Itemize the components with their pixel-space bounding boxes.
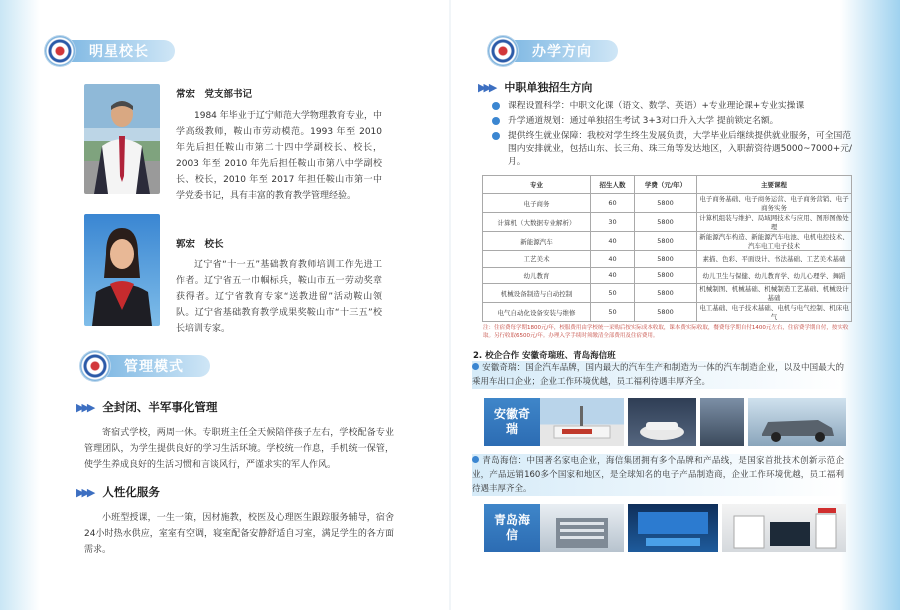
mgmt-text-2: 小班型授课，一生一策，因材施教，校医及心理医生跟踪服务辅导，宿舍24小时热水供应，室室有空调，寝室配备安静舒适自习室，满足学生的各方面需求。 xyxy=(84,513,394,555)
factory-icon xyxy=(540,398,624,446)
table-cell: 机械设备制造与自动控制 xyxy=(483,284,591,303)
table-cell: 5800 xyxy=(635,267,697,284)
page-fold xyxy=(449,0,451,610)
table-cell: 新能源汽车 xyxy=(483,232,591,251)
bullet-dot-icon xyxy=(492,102,500,110)
target-icon xyxy=(45,36,75,66)
table-row xyxy=(483,267,852,284)
table-cell: 新能源汽车构造、新能源汽车电池、电机电控技术、汽车电工电子技术 xyxy=(697,232,852,251)
coop-chery-label xyxy=(484,398,540,446)
mgmt-heading-2 xyxy=(76,484,160,500)
table-header-cell: 专业 xyxy=(483,176,591,194)
suv-icon xyxy=(748,398,846,446)
direction-section-header xyxy=(488,36,618,66)
bullet-item xyxy=(492,115,852,128)
table-row xyxy=(483,251,852,268)
table-cell: 幼儿卫生与保健、幼儿教育学、幼儿心理学、舞蹈 xyxy=(697,267,852,284)
coop-hisense-label-text: 青岛海信 xyxy=(493,513,530,542)
exhibition-icon xyxy=(628,504,718,552)
principal-section-header xyxy=(45,36,175,66)
table-row xyxy=(483,284,852,303)
bullet-text: 提供终生就业保障：我校对学生终生发展负责，大学毕业后继续提供就业服务，可全国范围内安排就业，包括山东、长三角、珠三角等发达地区，入职薪资待遇5000~7000+元/月。 xyxy=(508,131,852,167)
chery-worker-image xyxy=(700,398,744,446)
table-cell: 电气自动化设备安装与维修 xyxy=(483,303,591,322)
table-cell: 5800 xyxy=(635,194,697,213)
bullet-item xyxy=(492,100,852,113)
triple-chevron-icon: ▶▶▶ xyxy=(76,400,93,414)
table-cell: 电工基础、电子技术基础、电机与电气控制、机床电气 xyxy=(697,303,852,322)
appliance-icon xyxy=(722,504,846,552)
coop-chery-text xyxy=(472,361,844,389)
hisense-exhibit-image xyxy=(628,504,718,552)
management-section-header xyxy=(80,351,210,381)
person-1-name: 常宏 党支部书记 xyxy=(176,89,253,100)
table-cell: 工艺美术 xyxy=(483,251,591,268)
table-cell: 5800 xyxy=(635,284,697,303)
mgmt-heading-1-text: 全封闭、半军事化管理 xyxy=(102,400,218,414)
fee-note: 注：住宿费每学期1800元/年，校服费用由学校统一采购后按实际成本收取，课本费实际收取，餐费每学期自付1400元左右，住宿费学期自付，按实收取。另行收取6500元/年。办理入学手续时须缴清全部费用及住宿费用。 xyxy=(483,325,849,339)
chery-factory-image xyxy=(540,398,624,446)
coop-hisense-desc: 青岛海信：中国著名家电企业，海信集团拥有多个品牌和产品线，是国家首批技术创新示范企业，产品远销160多个国家和地区，是全球知名的电子产品制造商，企业工作环境优越，员工福利待遇丰厚齐全。 xyxy=(472,456,844,494)
table-row xyxy=(483,213,852,232)
mgmt-text-1: 寄宿式学校，两周一休。专职班主任全天候陪伴孩子左右，学校配备专业管理团队，为学生提供良好的学习生活环境。学校统一作息，手机统一保管，使学生养成良好的生活习惯和言谈风行，严谨求实的军人作风。 xyxy=(84,428,394,470)
table-header-cell: 主要课程 xyxy=(697,176,852,194)
table-cell: 电子商务基础、电子商务运营、电子商务营销、电子商务实务 xyxy=(697,194,852,213)
table-cell: 计算机组装与维护、局域网技术与应用、图形图像处理 xyxy=(697,213,852,232)
bullet-dot-icon xyxy=(472,363,479,370)
coop-title: 2. 校企合作 安徽奇瑞班、青岛海信班 xyxy=(473,351,616,361)
coop-chery-label-text: 安徽奇瑞 xyxy=(493,407,530,436)
table-cell: 计算机（大数据专业解析） xyxy=(483,213,591,232)
person-2-name: 郭宏 校长 xyxy=(176,239,224,250)
triple-chevron-icon: ▶▶▶ xyxy=(478,80,495,94)
table-cell: 5800 xyxy=(635,303,697,322)
bullet-dot-icon xyxy=(492,132,500,140)
direction-section-title: 办学方向 xyxy=(508,40,618,62)
table-header-cell: 学费（元/年） xyxy=(635,176,697,194)
coop-hisense-text xyxy=(472,454,844,496)
person-portrait-icon xyxy=(84,84,160,194)
coop-hisense-label xyxy=(484,504,540,552)
course-table xyxy=(482,175,852,322)
coop-chery-desc: 安徽奇瑞：国企汽车品牌，国内最大的汽车生产和制造为一体的汽车制造企业，以及中国最大的乘用车出口企业；企业工作环境优越，员工福利待遇丰厚齐全。 xyxy=(472,363,844,387)
table-cell: 5800 xyxy=(635,232,697,251)
person-photo-2 xyxy=(84,214,160,326)
table-cell: 机械制图、机械基础、机械制造工艺基础、机械设计基础 xyxy=(697,284,852,303)
table-cell: 幼儿教育 xyxy=(483,267,591,284)
chery-assembly-image xyxy=(628,398,696,446)
car-icon xyxy=(628,398,696,446)
table-cell: 40 xyxy=(591,267,635,284)
table-cell: 5800 xyxy=(635,213,697,232)
direction-sub-heading xyxy=(478,79,592,95)
mgmt-heading-1 xyxy=(76,399,217,415)
left-edge-gradient xyxy=(0,0,40,610)
table-cell: 30 xyxy=(591,213,635,232)
building-icon xyxy=(540,504,624,552)
bullet-text: 升学通道规划：通过单独招生考试 3+3对口升入大学 提前锁定名额。 xyxy=(508,116,779,126)
target-icon xyxy=(488,36,518,66)
person-portrait-icon xyxy=(84,214,160,326)
bullet-text: 课程设置科学：中职文化课（语文、数学、英语）+专业理论课+专业实操课 xyxy=(508,101,805,111)
direction-bullets xyxy=(492,100,852,171)
triple-chevron-icon: ▶▶▶ xyxy=(76,485,93,499)
table-cell: 电子商务 xyxy=(483,194,591,213)
hisense-building-image xyxy=(540,504,624,552)
table-cell: 50 xyxy=(591,284,635,303)
chery-suv-image xyxy=(748,398,846,446)
table-cell: 素描、色彩、平面设计、书法基础、工艺美术基础 xyxy=(697,251,852,268)
person-2-bio: 辽宁省“十一五”基础教育教师培训工作先进工作者。辽宁省五一巾帼标兵，鞍山市五一劳动奖章获得者。辽宁省教育专家“送教进留”活动鞍山领队。辽宁省基础教育教学成果奖鞍山市“十三五”校长培训专家。 xyxy=(176,260,382,334)
table-row xyxy=(483,194,852,213)
bullet-item xyxy=(492,130,852,169)
target-icon xyxy=(80,351,110,381)
management-section-title: 管理模式 xyxy=(100,355,210,377)
bullet-dot-icon xyxy=(492,117,500,125)
table-row xyxy=(483,232,852,251)
person-1-bio: 1984 年毕业于辽宁师范大学物理教育专业，中学高级教师，鞍山市劳动模范。1993 年至 2010 年先后担任鞍山市第二十四中学副校长、校长，2003 年至 2010 年先后担任鞍山市第八中学副校长、校长，2010 年至 2017 年担任鞍山市第一中学党委书记，具有丰富的教育教学管理经验。 xyxy=(176,111,382,201)
table-cell: 40 xyxy=(591,251,635,268)
direction-sub-heading-text: 中职单独招生方向 xyxy=(504,81,593,94)
table-cell: 50 xyxy=(591,303,635,322)
principal-section-title: 明星校长 xyxy=(65,40,175,62)
table-cell: 60 xyxy=(591,194,635,213)
table-cell: 5800 xyxy=(635,251,697,268)
table-row xyxy=(483,303,852,322)
table-header-cell: 招生人数 xyxy=(591,176,635,194)
mgmt-heading-2-text: 人性化服务 xyxy=(102,485,160,499)
person-photo-1 xyxy=(84,84,160,194)
hisense-showroom-image xyxy=(722,504,846,552)
table-cell: 40 xyxy=(591,232,635,251)
bullet-dot-icon xyxy=(472,456,479,463)
table-header-row xyxy=(483,176,852,194)
